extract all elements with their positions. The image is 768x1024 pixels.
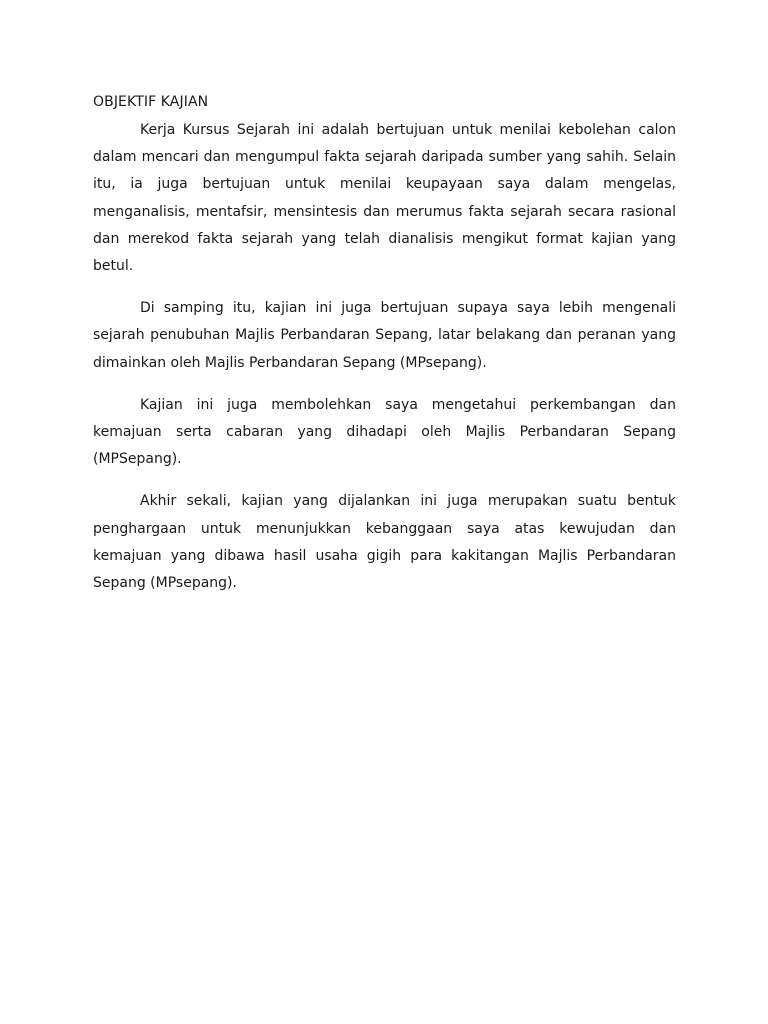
paragraph-4: Akhir sekali, kajian yang dijalankan ini juga merupakan suatu bentuk penghargaan untuk menunjukkan kebanggaan saya atas kewujudan dan kemajuan yang dibawa hasil usaha gigih para kakitangan Majlis Perbandaran Sepang (MPsepang). xyxy=(93,493,676,592)
paragraph-3: Kajian ini juga membolehkan saya mengetahui perkembangan dan kemajuan serta cabaran yang dihadapi oleh Majlis Perbandaran Sepang (MPSepang). xyxy=(93,396,676,468)
paragraph-2: Di samping itu, kajian ini juga bertujuan supaya saya lebih mengenali sejarah penubuhan Majlis Perbandaran Sepang, latar belakang dan peranan yang dimainkan oleh Majlis Perbandaran Sepang (MPsepang). xyxy=(93,300,676,371)
paragraph-1: Kerja Kursus Sejarah ini adalah bertujuan untuk menilai kebolehan calon dalam mencari dan mengumpul fakta sejarah daripada sumber yang sahih. Selain itu, ia juga bertujuan untuk menilai keupayaan saya dalam mengelas, menganalisis, mentafsir, mensintesis dan merumus fakta sejarah secara rasional dan merekod fakta sejarah yang telah dianalisis mengikut format kajian yang betul. xyxy=(93,122,676,275)
section-heading: OBJEKTIF KAJIAN xyxy=(93,94,209,110)
